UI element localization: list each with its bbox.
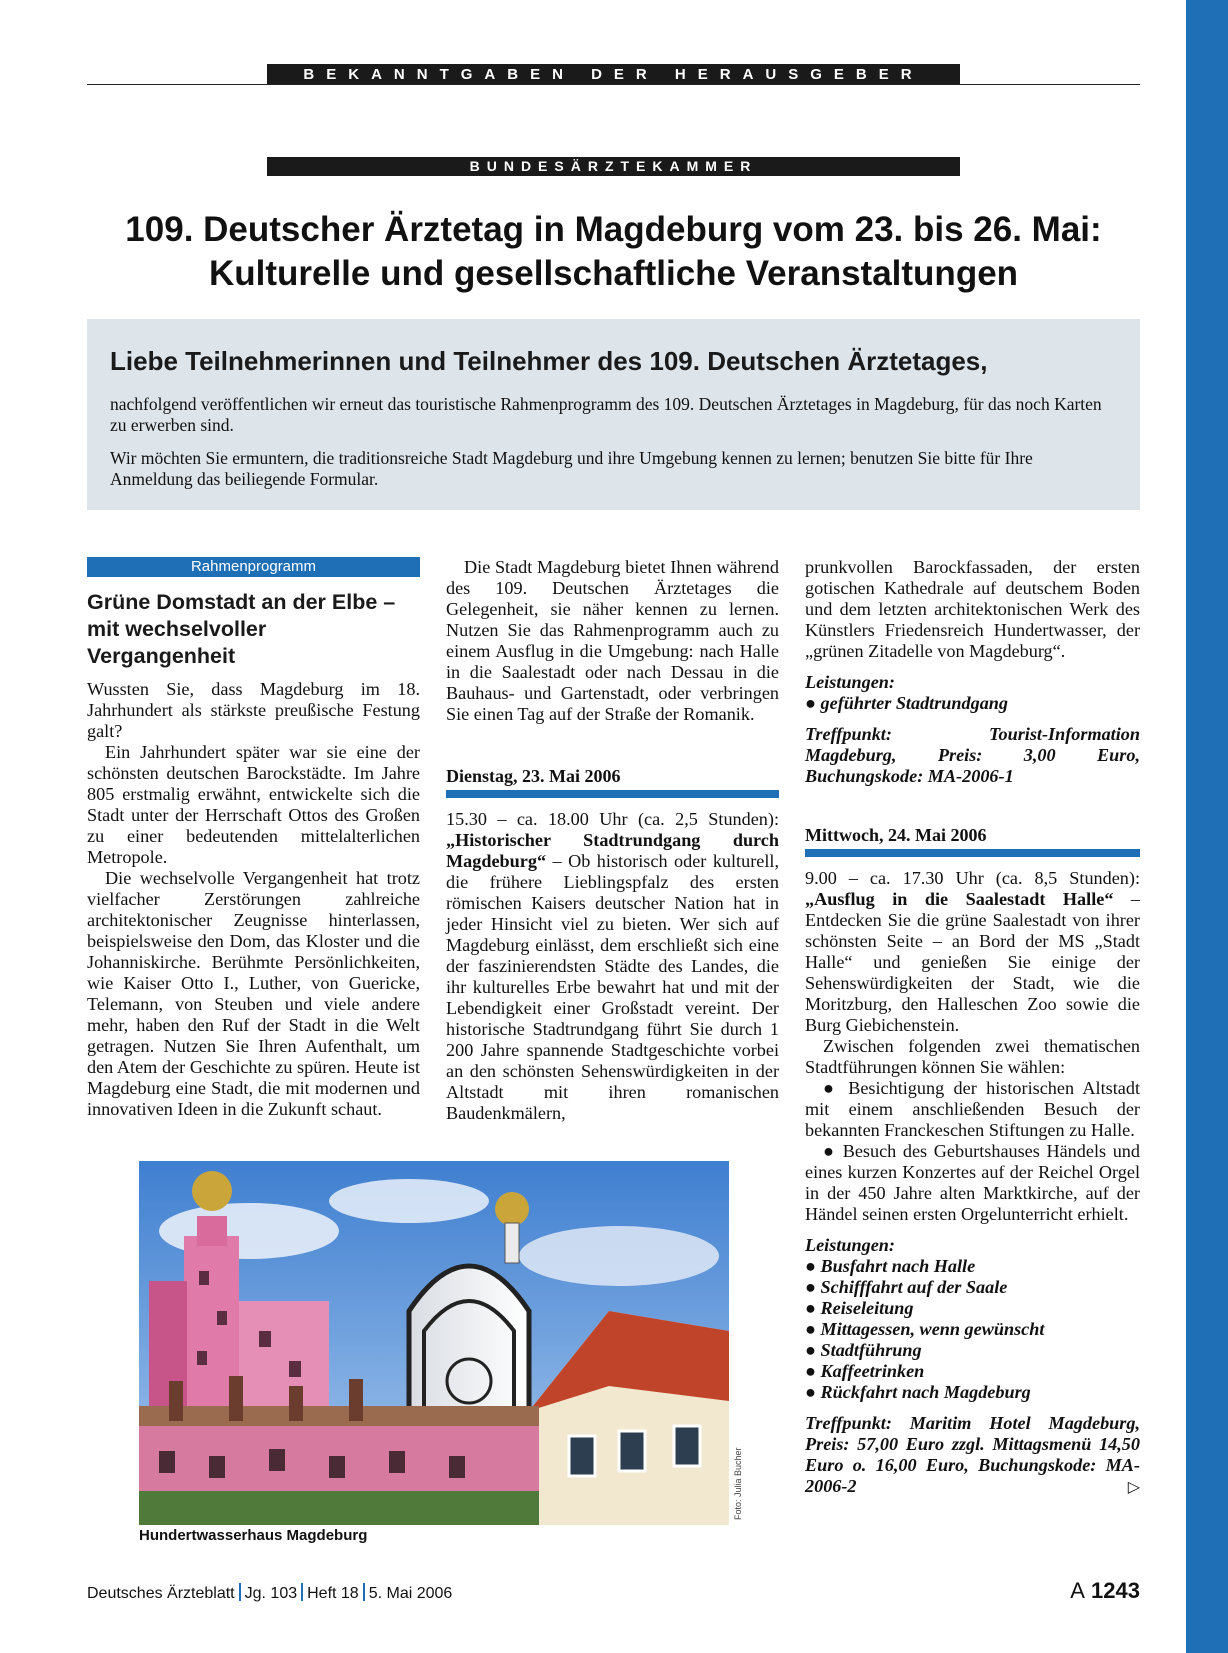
- service-item: ● geführter Stadtrundgang: [805, 693, 1009, 713]
- sub-headline-line-2: mit wechselvoller Vergangenheit: [87, 617, 267, 668]
- service-item: ● Reiseleitung: [805, 1298, 914, 1318]
- event-description: [446, 809, 779, 1124]
- tour-option: ● Besuch des Geburtshauses Händels und eines kurzen Konzertes auf der Reichel Orgel in der 450 Jahre alten Marktkirche, auf der Händel seinen ersten Orgelunterricht erhielt.: [805, 1141, 1140, 1224]
- column-3: [805, 557, 1140, 1497]
- column-1: [87, 557, 420, 1120]
- intro-paragraph-2: Wir möchten Sie ermuntern, die traditionsreiche Stadt Magdeburg und ihre Umgebung kennen zu lernen; benutzen Sie bitte für Ihre Anmeldung das beiliegende Formular.: [110, 448, 1033, 489]
- event-time: 15.30 – ca. 18.00 Uhr (ca. 2,5 Stunden):: [446, 809, 779, 829]
- intro-paragraph-1: nachfolgend veröffentlichen wir erneut das touristische Rahmenprogramm des 109. Deutschen Ärztetages in Magdeburg, für das noch Karten zu erwerben sind.: [110, 394, 1102, 435]
- intro-title: Liebe Teilnehmerinnen und Teilnehmer des 109. Deutschen Ärztetages,: [110, 346, 988, 376]
- article-headline: [87, 208, 1140, 296]
- services-label: Leistungen:: [805, 672, 895, 692]
- day-heading-wednesday: Mittwoch, 24. Mai 2006: [805, 824, 1140, 857]
- organization-bar: BUNDESÄRZTEKAMMER: [267, 157, 960, 176]
- journal-date: 5. Mai 2006: [368, 1585, 453, 1602]
- headline-line-2: Kulturelle und gesellschaftliche Veranstaltungen: [208, 254, 1019, 293]
- paragraph: Die Stadt Magdeburg bietet Ihnen während des 109. Deutschen Ärztetages die Gelegenheit, sie näher kennen zu lernen. Nutzen Sie das Rahmenprogramm auch zu einem Ausflug in die Umgebung: nach Halle in die Saalestadt oder nach Dessau in die Bauhaus- und Gartenstadt, oder verbringen Sie einen Tag auf der Straße der Romanik.: [446, 557, 779, 724]
- service-item: ● Stadtführung: [805, 1340, 922, 1360]
- paragraph: Die wechselvolle Vergangenheit hat trotz vielfacher Zerstörungen zahlreiche architektonischer Zeugnisse hinterlassen, beispielsweise den Dom, das Kloster und die Johanniskirche. Berühmte Persönlichkeiten, wie Kaiser Otto I., Luther, von Guericke, Telemann, von Steuben und viele andere mehr, haben den Ruf der Stadt in die Welt getragen. Nutzen Sie Ihren Aufenthalt, um den Atem der Geschichte zu spüren. Heute ist Magdeburg eine Stadt, die mit modernen und innovativen Ideen in die Zukunft schaut.: [87, 868, 420, 1119]
- hundertwasserhaus-photo: [139, 1161, 729, 1525]
- services-label: Leistungen:: [805, 1235, 895, 1255]
- footer-separator: [239, 1583, 241, 1601]
- column-2: [446, 557, 779, 1124]
- photo-caption: Hundertwasserhaus Magdeburg: [139, 1527, 368, 1544]
- footer-citation: [87, 1583, 452, 1603]
- event-text: – Ob historisch oder kulturell, die frühere Lieblingspfalz des ersten römischen Kaisers deutscher Nation hat in jeder Hinsicht viel zu bieten. Wer sich auf Magdeburg einlässt, dem erschließt sich eine der faszinierendsten Städte des Landes, die ihr kulturelles Erbe bewahrt hat und mit der Lebendigkeit einer Großstadt vereint. Der historische Stadtrundgang führt Sie durch 1 200 Jahre spannende Stadtgeschichte vorbei an den schönsten Sehenswürdigkeiten in der Altstadt mit ihren romanischen Baudenkmälern,: [446, 851, 779, 1123]
- headline-line-1: 109. Deutscher Ärztetag in Magdeburg vom 23. bis 26. Mai:: [125, 210, 1102, 249]
- journal-volume: Jg. 103: [244, 1585, 298, 1602]
- kicker-bar: BEKANNTGABEN DER HERAUSGEBER: [267, 64, 960, 85]
- service-item: ● Kaffeetrinken: [805, 1361, 925, 1381]
- page-prefix: A: [1070, 1578, 1085, 1603]
- photo-credit: [733, 1447, 745, 1520]
- service-item: ● Rückfahrt nach Magdeburg: [805, 1382, 1031, 1402]
- paragraph: prunkvollen Barockfassaden, der ersten gotischen Kathedrale auf deutschem Boden und dem letzten architektonischen Werk des Künstlers Friedensreich Hundertwasser, der „grünen Zitadelle von Magdeburg“.: [805, 557, 1140, 661]
- service-item: ● Schifffahrt auf der Saale: [805, 1277, 1008, 1297]
- event-text: – Entdecken Sie die grüne Saalestadt von ihrer schönsten Seite – an Bord der MS „Stadt Halle“ und genießen Sie einige der Sehenswürdigkeiten der Stadt, wie die Moritzburg, den Halleschen Zoo sowie die Burg Giebichenstein.: [805, 889, 1140, 1035]
- header-rule: [87, 84, 1140, 85]
- journal-name: Deutsches Ärzteblatt: [87, 1585, 235, 1602]
- event-description: [805, 868, 1140, 1036]
- event-title: „Historischer Stadtrundgang durch Magdeburg“: [446, 830, 779, 871]
- footer-separator: [363, 1583, 365, 1601]
- journal-issue: Heft 18: [307, 1585, 359, 1602]
- paragraph: Wussten Sie, dass Magdeburg im 18. Jahrhundert als stärkste preußische Festung galt?: [87, 679, 420, 741]
- side-color-stripe: [1186, 0, 1228, 1653]
- continue-arrow-icon: ▷: [1127, 1477, 1140, 1496]
- intro-box: [87, 319, 1140, 510]
- footer-separator: [301, 1583, 303, 1601]
- meeting-point-text: Treffpunkt: Maritim Hotel Magdeburg, Preis: 57,00 Euro zzgl. Mittagsmenü 14,50 Euro o. 16,00 Euro, Buchungskode: MA-2006-2: [805, 1413, 1140, 1496]
- event-time: 9.00 – ca. 17.30 Uhr (ca. 8,5 Stunden):: [805, 868, 1140, 888]
- service-item: ● Mittagessen, wenn gewünscht: [805, 1319, 1045, 1339]
- page-number: [1070, 1578, 1140, 1604]
- page-number-value: 1243: [1091, 1578, 1140, 1603]
- section-label: Rahmenprogramm: [87, 557, 420, 577]
- event-title: „Ausflug in die Saalestadt Halle“: [805, 889, 1114, 909]
- meeting-point-info: Treffpunkt: Tourist-Information Magdeburg, Preis: 3,00 Euro, Buchungskode: MA-2006-1: [805, 724, 1140, 786]
- meeting-point-info: [805, 1413, 1140, 1497]
- sub-headline-line-1: Grüne Domstadt an der Elbe –: [87, 590, 396, 614]
- paragraph: Zwischen folgenden zwei thematischen Stadtführungen können Sie wählen:: [805, 1036, 1140, 1077]
- sub-headline: [87, 589, 420, 670]
- service-item: ● Busfahrt nach Halle: [805, 1256, 976, 1276]
- day-heading-tuesday: Dienstag, 23. Mai 2006: [446, 765, 779, 798]
- paragraph: Ein Jahrhundert später war sie eine der schönsten deutschen Barockstädte. Im Jahre 805 erstmalig erwähnt, entwickelte sich die Stadt unter der Herrschaft Ottos des Großen zu einer bedeutenden mittelalterlichen Metropole.: [87, 742, 420, 867]
- tour-option: ● Besichtigung der historischen Altstadt mit einem anschließenden Besuch der bekannten Franckeschen Stiftungen zu Halle.: [805, 1078, 1140, 1140]
- photo-credit-text: Foto: Julia Bucher: [733, 1447, 743, 1520]
